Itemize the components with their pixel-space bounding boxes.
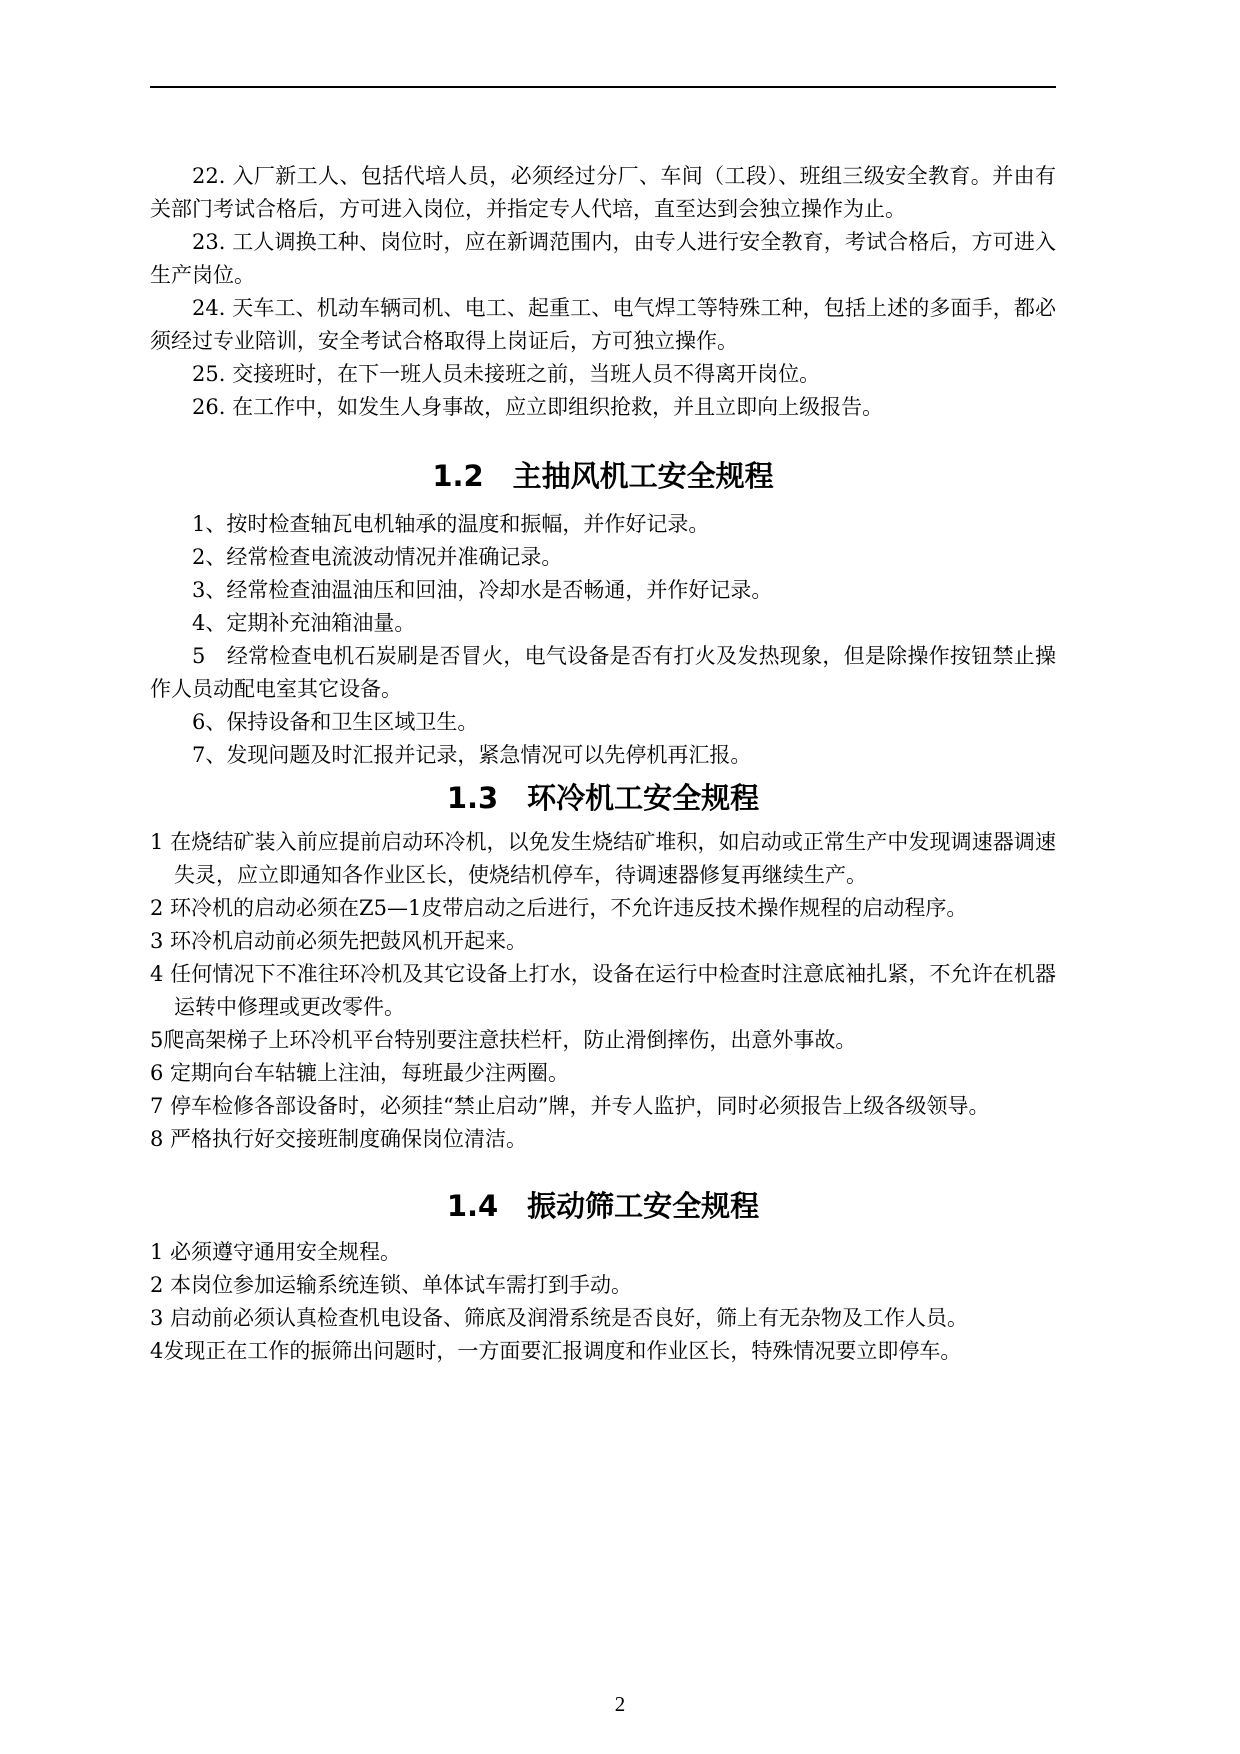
list-item: 24. 天车工、机动车辆司机、电工、起重工、电气焊工等特殊工种，包括上述的多面手，都必须经过专业陪训，安全考试合格取得上岗证后，方可独立操作。 (150, 296, 1056, 353)
list-item: 4发现正在工作的振筛出问题时，一方面要汇报调度和作业区长，特殊情况要立即停车。 (150, 1339, 962, 1363)
section-heading: 1.3 环冷机工安全规程 (446, 781, 760, 815)
list-item: 3 环冷机启动前必须先把鼓风机开起来。 (150, 929, 528, 953)
list-item: 26. 在工作中，如发生人身事故，应立即组织抢救，并且立即向上级报告。 (192, 395, 884, 419)
list-item: 5 经常检查电机石炭刷是否冒火，电气设备是否有打火及发热现象，但是除操作按钮禁止操作人员动配电室其它设备。 (150, 644, 1056, 701)
intro-section (150, 160, 1056, 424)
section-heading: 1.2 主抽风机工安全规程 (432, 459, 774, 493)
list-item: 4、定期补充油箱油量。 (192, 611, 416, 635)
section-1-3 (150, 778, 1056, 1156)
section-1-4 (150, 1186, 1056, 1368)
list-item: 23. 工人调换工种、岗位时，应在新调范围内，由专人进行安全教育，考试合格后，方可进入生产岗位。 (150, 230, 1056, 287)
list-item: 2 本岗位参加运输系统连锁、单体试车需打到手动。 (150, 1273, 633, 1297)
list-item: 7 停车检修各部设备时，必须挂“禁止启动”牌，并专人监护，同时必须报告上级各级领导。 (150, 1094, 990, 1118)
list-item: 1、按时检查轴瓦电机轴承的温度和振幅，并作好记录。 (192, 512, 710, 536)
page-number: 2 (614, 1692, 626, 1716)
list-item: 3、经常检查油温油压和回油，冷却水是否畅通，并作好记录。 (192, 578, 773, 602)
list-item: 2 环冷机的启动必须在Z5—1皮带启动之后进行，不允许违反技术操作规程的启动程序。 (150, 896, 968, 920)
list-item: 1 在烧结矿装入前应提前启动环冷机，以免发生烧结矿堆积，如启动或正常生产中发现调速器调速失灵，应立即通知各作业区长，使烧结机停车，待调速器修复再继续生产。 (150, 830, 1056, 887)
list-item: 22. 入厂新工人、包括代培人员，必须经过分厂、车间（工段）、班组三级安全教育。并由有关部门考试合格后，方可进入岗位，并指定专人代培，直至达到会独立操作为止。 (150, 164, 1056, 221)
document-body (150, 160, 1056, 1368)
list-item: 4 任何情况下不准往环冷机及其它设备上打水，设备在运行中检查时注意底袖扎紧，不允许在机器运转中修理或更改零件。 (150, 962, 1056, 1019)
list-item: 6、保持设备和卫生区域卫生。 (192, 710, 479, 734)
list-item: 6 定期向台车轱辘上注油，每班最少注两圈。 (150, 1061, 570, 1085)
list-item: 5爬高架梯子上环冷机平台特别要注意扶栏杆，防止滑倒摔伤，出意外事故。 (150, 1028, 857, 1052)
list-item: 2、经常检查电流波动情况并准确记录。 (192, 545, 563, 569)
list-item: 3 启动前必须认真检查机电设备、筛底及润滑系统是否良好，筛上有无杂物及工作人员。 (150, 1306, 969, 1330)
list-item: 1 必须遵守通用安全规程。 (150, 1240, 402, 1264)
section-heading: 1.4 振动筛工安全规程 (446, 1189, 760, 1223)
list-item: 7、发现问题及时汇报并记录，紧急情况可以先停机再汇报。 (192, 743, 752, 767)
list-item: 8 严格执行好交接班制度确保岗位清洁。 (150, 1127, 528, 1151)
section-1-2 (150, 456, 1056, 772)
list-item: 25. 交接班时，在下一班人员未接班之前，当班人员不得离开岗位。 (192, 362, 821, 386)
header-rule (150, 86, 1056, 88)
